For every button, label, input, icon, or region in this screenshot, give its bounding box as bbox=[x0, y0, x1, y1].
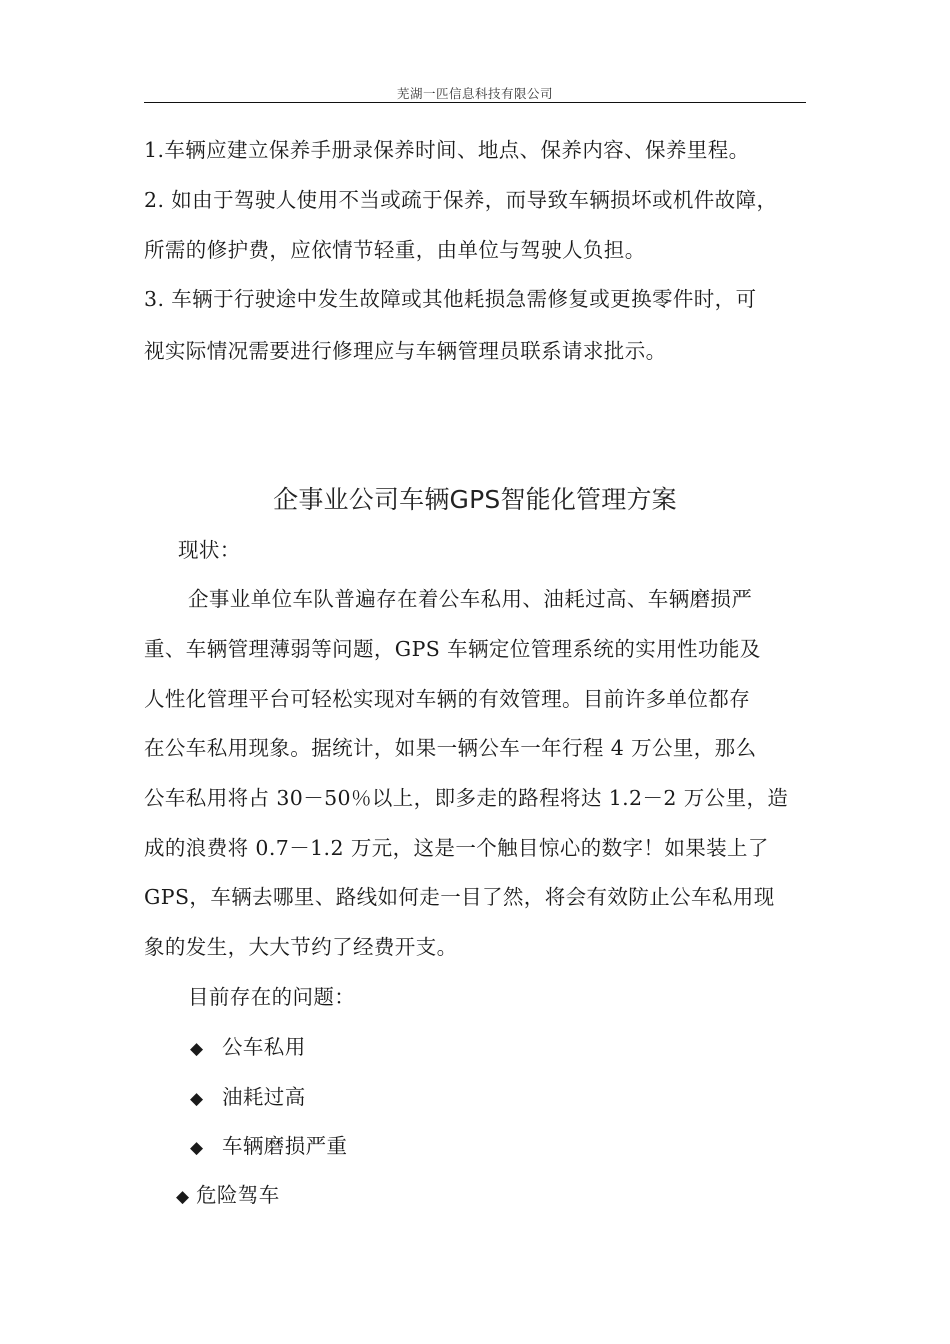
header-divider bbox=[144, 102, 806, 103]
rule-line-4: 3. 车辆于行驶途中发生故障或其他耗损急需修复或更换零件时，可 bbox=[144, 287, 757, 311]
status-label: 现状： bbox=[178, 538, 241, 562]
paragraph-line-3: 人性化管理平台可轻松实现对车辆的有效管理。目前许多单位都存 bbox=[144, 687, 751, 711]
diamond-bullet-icon: ◆ bbox=[176, 1187, 190, 1207]
rule-line-5: 视实际情况需要进行修理应与车辆管理员联系请求批示。 bbox=[144, 339, 667, 363]
paragraph-line-4: 在公车私用现象。据统计，如果一辆公车一年行程 4 万公里，那么 bbox=[144, 736, 757, 760]
rule-line-3: 所需的修护费，应依情节轻重，由单位与驾驶人负担。 bbox=[144, 238, 646, 262]
paragraph-line-5: 公车私用将占 30－50％以上，即多走的路程将达 1.2－2 万公里，造 bbox=[144, 786, 789, 810]
paragraph-line-1: 企事业单位车队普遍存在着公车私用、油耗过高、车辆磨损严 bbox=[188, 587, 753, 611]
document-title: 企事业公司车辆GPS智能化管理方案 bbox=[273, 485, 677, 514]
problem-item bbox=[190, 1082, 306, 1114]
diamond-bullet-icon: ◆ bbox=[190, 1138, 204, 1158]
problem-item bbox=[190, 1032, 306, 1064]
paragraph-line-7: GPS，车辆去哪里、路线如何走一目了然，将会有效防止公车私用现 bbox=[144, 885, 775, 909]
diamond-bullet-icon: ◆ bbox=[190, 1039, 204, 1059]
paragraph-line-6: 成的浪费将 0.7－1.2 万元，这是一个触目惊心的数字！如果装上了 bbox=[144, 836, 769, 860]
rule-line-2: 2. 如由于驾驶人使用不当或疏于保养，而导致车辆损坏或机件故障， bbox=[144, 188, 778, 212]
paragraph-line-8: 象的发生，大大节约了经费开支。 bbox=[144, 935, 458, 959]
problem-item bbox=[190, 1131, 347, 1163]
problem-text: 车辆磨损严重 bbox=[222, 1134, 348, 1158]
page-header: 芜湖一匹信息科技有限公司 bbox=[396, 86, 553, 101]
problems-label: 目前存在的问题： bbox=[188, 985, 356, 1009]
problem-text: 危险驾车 bbox=[196, 1183, 280, 1207]
paragraph-line-2: 重、车辆管理薄弱等问题，GPS 车辆定位管理系统的实用性功能及 bbox=[144, 637, 761, 661]
problem-text: 油耗过高 bbox=[222, 1085, 306, 1109]
problem-text: 公车私用 bbox=[222, 1035, 306, 1059]
problem-item bbox=[176, 1180, 280, 1212]
rule-line-1: 1.车辆应建立保养手册录保养时间、地点、保养内容、保养里程。 bbox=[144, 138, 750, 162]
diamond-bullet-icon: ◆ bbox=[190, 1089, 204, 1109]
